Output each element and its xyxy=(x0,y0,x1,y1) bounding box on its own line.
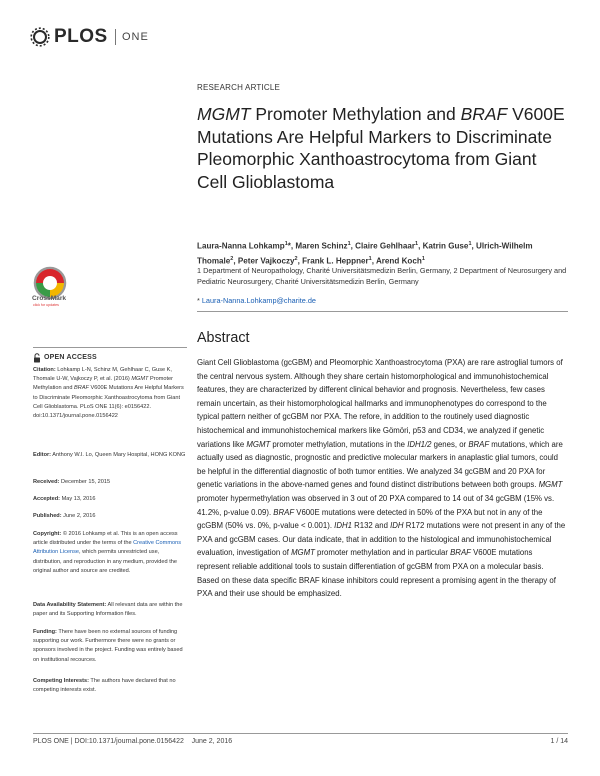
italic-gene-name: BRAF xyxy=(468,439,490,449)
author-name: Ulrich-Wilhelm Thomale xyxy=(197,241,533,266)
text-run: Giant Cell Glioblastoma (gcGBM) and Pleomorphic Xanthoastrocytoma (PXA) are rare astroglial tumors of the central nervous system. Although they share certain histomorphological and immunohistochemical features, they are characterized by different clinical behavior and prognosis. Nevertheless, few cases remain uncertain, as their histomorphological hallmarks and immunophenotypes do correspond to the typical pattern neither of gcGBM nor PXA. The refore, in addition to the routinely used diagnostic histochemical and immunohistochemical markers like Gömöri, p53 and CD34, we analyzed if genetic variations like xyxy=(197,358,563,449)
journal-name: ONE xyxy=(122,31,149,43)
author-name: Katrin Guse xyxy=(422,241,469,251)
author-affiliation-marker: 1 xyxy=(421,255,425,262)
text-run: genes, or xyxy=(431,439,469,449)
title-text-1: Promoter Methylation and xyxy=(250,104,461,124)
copyright-block xyxy=(33,530,188,576)
article-type: RESEARCH ARTICLE xyxy=(197,83,281,92)
author-name: Frank L. Heppner xyxy=(302,256,369,266)
data-availability-value: All relevant data are within the paper and its Supporting Information files. xyxy=(33,602,183,618)
sidebar-divider xyxy=(33,347,187,348)
italic-gene-name: BRAF xyxy=(450,548,471,558)
italic-gene-name: IDH xyxy=(390,521,404,531)
plos-one-logo xyxy=(30,26,230,48)
text-run: promoter methylation and in particular xyxy=(314,548,451,558)
text-run: V600E mutations were detected in 50% of the PXA but not in any of the gcGBM (50% vs. 0%, p-value < 0.001). xyxy=(197,507,543,531)
abstract-body xyxy=(197,356,567,601)
italic-gene-name: MGMT xyxy=(291,548,315,558)
affiliation-1: 1 Department of Neuropathology, Charité Universitätsmedizin Berlin, Germany, xyxy=(197,266,452,275)
received-value: December 15, 2015 xyxy=(59,479,111,485)
title-gene-mgmt: MGMT xyxy=(197,104,251,124)
author-name: Arend Koch xyxy=(375,256,422,266)
open-access-label: OPEN ACCESS xyxy=(44,354,97,361)
editor-label: Editor: xyxy=(33,452,52,458)
plos-logo-icon xyxy=(30,26,50,48)
author-affiliation-marker: 1 xyxy=(347,241,351,247)
author-affiliation-marker: 1 xyxy=(284,241,288,247)
logo-divider xyxy=(115,29,116,45)
corresponding-email-line xyxy=(197,296,316,305)
corresponding-email-link[interactable]: Laura-Nanna.Lohkamp@charite.de xyxy=(201,296,316,305)
italic-gene-name: IDH1 xyxy=(334,521,352,531)
competing-interests-label: Competing Interests: xyxy=(33,678,89,684)
text-run: Promoter Methylation and xyxy=(33,376,173,392)
title-text-2: V600E Mutations Are Helpful Markers to Discriminate Pleomorphic Xanthoastrocytoma from Giant Cell Glioblastoma xyxy=(197,104,565,192)
italic-gene-name: MGMT xyxy=(246,439,271,449)
author-affiliation-marker: 1 xyxy=(415,241,419,247)
text-run: R172 mutations were not present in any of the PXA and gcGBM cases. Our data indicate, that in addition to the histological and immunohistochemical evaluation, investigation of xyxy=(197,521,566,558)
author-affiliation-marker: 1 xyxy=(368,255,372,262)
abstract-heading: Abstract xyxy=(197,330,250,346)
text-run: promoter methylation, mutations in the xyxy=(270,439,408,449)
published-block xyxy=(33,512,188,521)
funding-value: There have been no external sources of funding supporting our work. Furthermore there were no grants or sponsors involved in the project. Funding was entirely based on institutional recources. xyxy=(33,629,183,663)
published-label: Published: xyxy=(33,513,62,519)
crossmark-sublabel[interactable]: click for updates xyxy=(33,303,59,307)
text-run: V600E mutations represent reliable additional tools to sustain differentiation of gcGBM from PXA on a molecular basis. Based on these data specific BRAF kinase inhibitors could represent a promising agent in the therapy of PXA and their use should be emphasized. xyxy=(197,548,556,599)
creative-commons-license-link[interactable]: Creative Commons Attribution License xyxy=(33,540,181,556)
crossmark-label[interactable]: CrossMark xyxy=(32,295,67,302)
editor-block xyxy=(33,451,188,460)
italic-gene-name: MGMT xyxy=(131,376,149,383)
author-name: Laura-Nanna Lohkamp xyxy=(197,241,285,251)
italic-gene-name: BRAF xyxy=(74,385,89,392)
author-name: Claire Gehlhaar xyxy=(355,241,415,251)
accepted-label: Accepted: xyxy=(33,496,61,502)
competing-interests-block xyxy=(33,677,188,695)
affiliation-2: 2 Department of Neurosurgery and Pediatric Neurosurgery, Charité Universitätsmedizin Berlin, Germany xyxy=(197,266,567,286)
author-name: Maren Schinz xyxy=(295,241,348,251)
author-affiliation-marker: 1 xyxy=(468,241,472,247)
editor-value: Anthony W.I. Lo, Queen Mary Hospital, HONG KONG xyxy=(51,452,186,458)
competing-interests-value: The authors have declared that no competing interests exist. xyxy=(33,678,176,694)
italic-gene-name: MGMT xyxy=(538,480,563,490)
italic-gene-name: IDH1/2 xyxy=(407,439,432,449)
received-block xyxy=(33,478,188,487)
text-run: promoter hypermethylation was observed in 3 out of 20 PXA compared to 14 out of 34 gcGBM (15% vs. 41.2%, p-value 0.09). xyxy=(197,493,555,517)
data-availability-label: Data Availability Statement: xyxy=(33,602,107,608)
page-number: 1 / 14 xyxy=(550,738,568,745)
citation-text xyxy=(33,367,184,419)
text-run: R132 and xyxy=(351,521,391,531)
text-run: Lohkamp L-N, Schinz M, Gehlhaar C, Guse K, Thomale U-W, Vajkoczy P, et al. (2016) xyxy=(33,367,172,383)
copyright-text-post: , which permits unrestricted use, distribution, and reproduction in any medium, provided the original author and source are credited. xyxy=(33,549,177,574)
copyright-label: Copyright: xyxy=(33,531,62,537)
affiliations xyxy=(197,266,567,287)
received-label: Received: xyxy=(33,479,60,485)
corresponding-author-marker: * xyxy=(287,241,291,251)
citation-block xyxy=(33,366,188,421)
email-marker: * xyxy=(197,296,202,305)
author-list: Laura-Nanna Lohkamp$^1$*, Maren Schinz$^1$, Claire Gehlhaar$^1$, Katrin Guse$^1$, Ulrich-Wilhelm Thomale$^2$, Peter Vajkoczy$^2$, Frank L. Heppner$^1$, Arend Koch$^1$ xyxy=(197,241,533,266)
accepted-value: May 13, 2016 xyxy=(60,496,96,502)
funding-block xyxy=(33,628,188,665)
title-gene-braf: BRAF xyxy=(460,104,508,124)
article-title xyxy=(197,103,567,193)
copyright-text-pre: © 2016 Lohkamp et al. This is an open access article distributed under the terms of the xyxy=(33,531,178,547)
author-name: Peter Vajkoczy xyxy=(237,256,295,266)
footer-citation: PLOS ONE | DOI:10.1371/journal.pone.0156422 June 2, 2016 xyxy=(33,738,233,745)
footer-divider xyxy=(33,733,568,734)
text-run: mutations, which are actually used as diagnostic, prognostic and predictive molecular markers in anaplastic glial tumors, could be helpful in the differential diagnostic of both tumor entities. We analyzed 34 gcGBM and 20 PXA for genetic variations in the above-named genes and found distinct distributions between both groups. xyxy=(197,439,563,490)
divider xyxy=(197,311,568,312)
data-availability-block xyxy=(33,601,188,619)
open-access-lock-icon xyxy=(33,353,41,363)
italic-gene-name: BRAF xyxy=(273,507,295,517)
funding-label: Funding: xyxy=(33,629,57,635)
citation-label: Citation: xyxy=(33,367,56,373)
author-affiliation-marker: 2 xyxy=(230,255,234,262)
text-run: V600E Mutations Are Helpful Markers to Discriminate Pleomorphic Xanthoastrocytoma from Giant Cell Glioblastoma. PLoS ONE 11(6): e0156422. doi:10.1371/journal.pone.0156422 xyxy=(33,385,184,420)
brand-name: PLOS xyxy=(54,26,108,47)
author-affiliation-marker: 2 xyxy=(294,255,298,262)
published-value: June 2, 2016 xyxy=(61,513,96,519)
accepted-block xyxy=(33,495,188,504)
